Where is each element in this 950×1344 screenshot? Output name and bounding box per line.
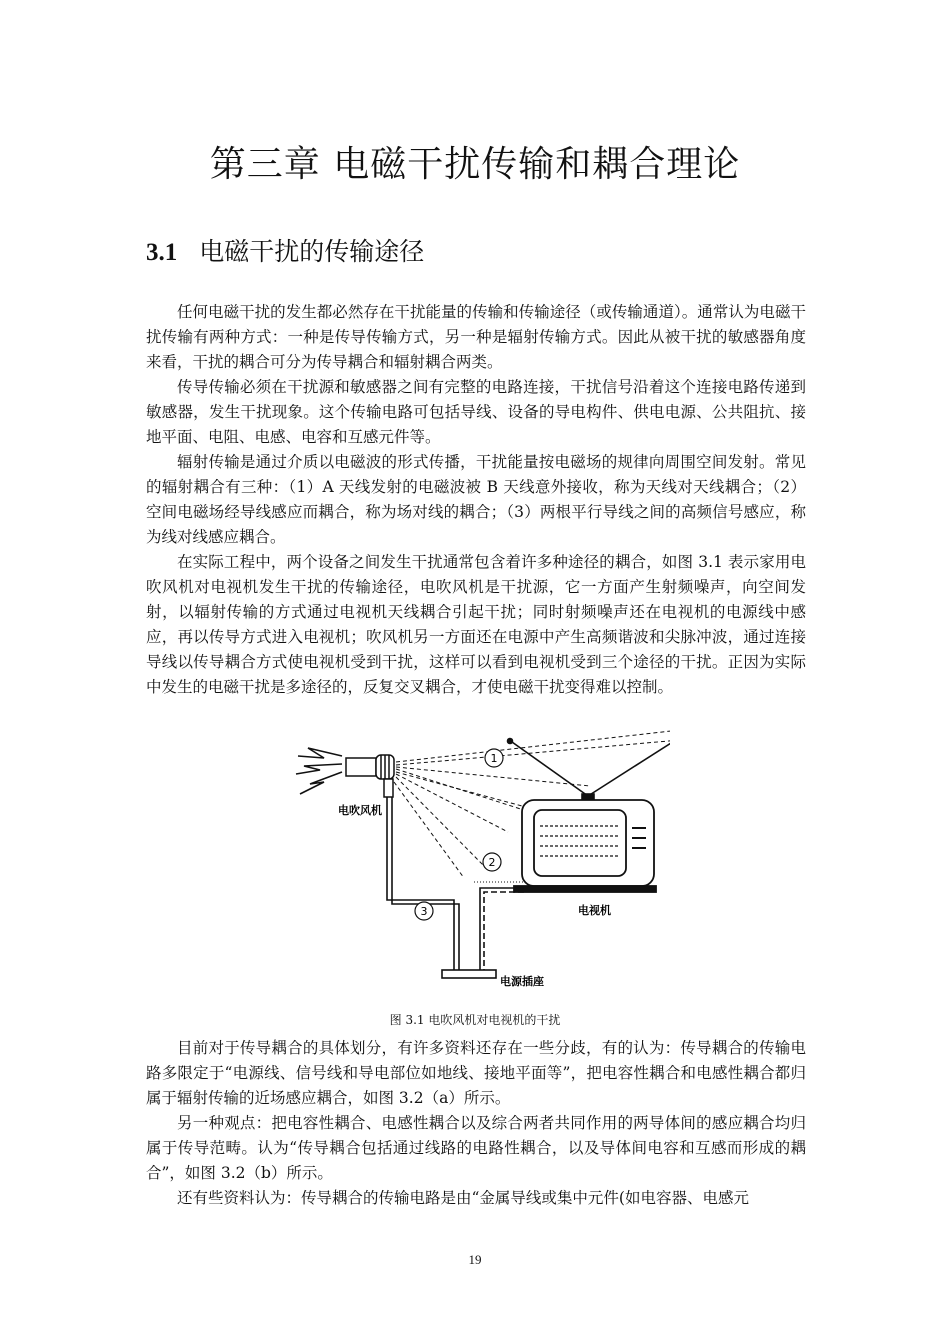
- chapter-title: 第三章 电磁干扰传输和耦合理论: [209, 144, 741, 185]
- hairdryer-icon: [346, 755, 394, 797]
- section-heading: [146, 232, 424, 268]
- figure-caption: 图 3.1 电吹风机对电视机的干扰: [389, 1013, 561, 1027]
- svg-text:2: 2: [488, 856, 496, 869]
- paragraph: 任何电磁干扰的发生都必然存在干扰能量的传输和传输途径（或传输通道）。通常认为电磁干扰传输有两种方式：一种是传导传输方式，另一种是辐射传输方式。因此从被干扰的敏感器角度来看，干扰的耦合可分为传导耦合和辐射耦合两类。: [146, 303, 806, 371]
- body-text-block-1: [146, 300, 806, 700]
- paragraph: 目前对于传导耦合的具体划分，有许多资料还存在一些分歧，有的认为：传导耦合的传输电路多限定于“电源线、信号线和导电部位如地线、接地平面等”，把电容性耦合和电感性耦合都归属于辐射传输的近场感应耦合，如图 3.2（a）所示。: [146, 1039, 806, 1107]
- figure-illustration: [290, 728, 670, 998]
- paragraph: 在实际工程中，两个设备之间发生干扰通常包含着许多种途径的耦合，如图 3.1 表示家用电吹风机对电视机发生干扰的传输途径，电吹风机是干扰源，它一方面产生射频噪声，向空间发射，以辐射传输的方式通过电视机天线耦合引起干扰；同时射频噪声还在电视机的电源线中感应，再以传导方式进入电视机；吹风机另一方面还在电源中产生高频谐波和尖脉冲波，通过连接导线以传导耦合方式使电视机受到干扰，这样可以看到电视机受到三个途径的干扰。正因为实际中发生的电磁干扰是多途径的，反复交叉耦合，才使电磁干扰变得难以控制。: [146, 553, 806, 696]
- svg-text:1: 1: [490, 752, 498, 765]
- antenna-icon: [508, 734, 671, 801]
- paragraph: 传导传输必须在干扰源和敏感器之间有完整的电路连接，干扰信号沿着这个连接电路传递到敏感器，发生干扰现象。这个传输电路可包括导线、设备的导电构件、供电电源、公共阻抗、接地平面、电阻、电感、电容和互感元件等。: [146, 378, 806, 446]
- page-number: 19: [468, 1252, 482, 1267]
- svg-text:3: 3: [420, 905, 428, 918]
- path-marker-2: [483, 853, 501, 871]
- hairdryer-label: 电吹风机: [338, 804, 382, 817]
- paragraph: 另一种观点：把电容性耦合、电感性耦合以及综合两者共同作用的两导体间的感应耦合均归属于传导范畴。认为“传导耦合包括通过线路的电路性耦合，以及导体间电容和互感而形成的耦合”，如图 3.2（b）所示。: [146, 1114, 806, 1182]
- section-number: 3.1: [146, 239, 178, 266]
- power-socket-icon: [442, 970, 496, 978]
- section-title: 电磁干扰的传输途径: [199, 237, 425, 266]
- paragraph: 还有些资料认为：传导耦合的传输电路是由“金属导线或集中元件(如电容器、电感元: [177, 1189, 749, 1207]
- paragraph: 辐射传输是通过介质以电磁波的形式传播，干扰能量按电磁场的规律向周围空间发射。常见的辐射耦合有三种：（1）A 天线发射的电磁波被 B 天线意外接收，称为天线对天线耦合；（2）空间电磁场经导线感应而耦合，称为场对线的耦合；（3）两根平行导线之间的高频信号感应，称为线对线感应耦合。: [146, 453, 806, 546]
- path-marker-1: [485, 749, 503, 767]
- socket-label: 电源插座: [500, 975, 544, 988]
- body-text-block-2: [146, 1036, 806, 1211]
- television-icon: [514, 800, 656, 892]
- figure-hairdryer-tv-interference: [290, 728, 670, 998]
- tv-power-cord: [474, 882, 524, 970]
- tv-label: 电视机: [578, 904, 611, 917]
- noise-burst-icon: [296, 748, 342, 794]
- hairdryer-power-cord: [387, 797, 459, 970]
- path-marker-3: [415, 902, 433, 920]
